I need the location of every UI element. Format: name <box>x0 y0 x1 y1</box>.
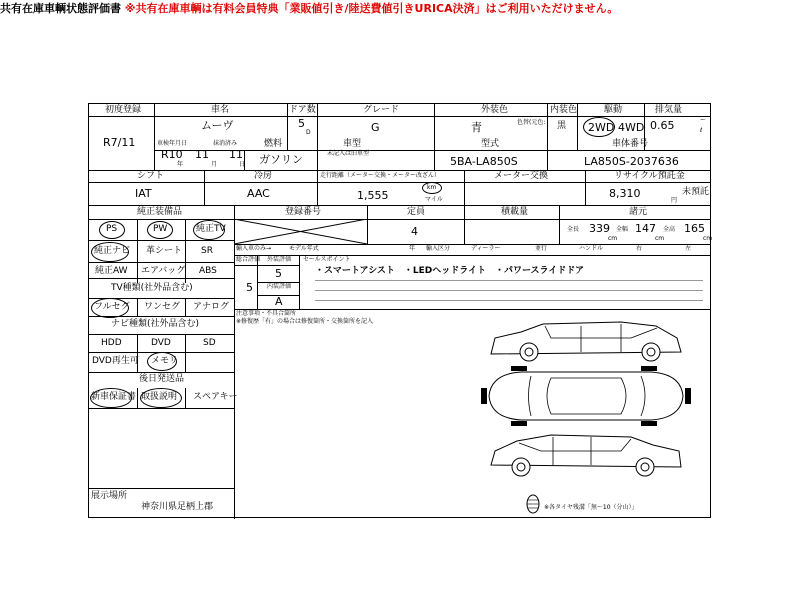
car-top-icon <box>481 366 691 426</box>
registration-cross-mark <box>234 219 367 244</box>
width-value: 147 <box>635 222 656 235</box>
navi-hdd: HDD <box>101 338 122 348</box>
equip-ps-circle <box>99 221 125 239</box>
inspection-year-unit: 年 <box>177 161 184 168</box>
equip-sr: SR <box>201 246 213 256</box>
header-later-items: 後日発送品 <box>139 374 185 384</box>
mileage-unit-km: km <box>427 184 437 191</box>
later-manual-circle <box>140 388 182 408</box>
height-value: 165 <box>684 222 705 235</box>
length-unit: cm <box>608 235 618 242</box>
import-category-label: 輸入区分 <box>426 245 451 252</box>
aircon-value: AAC <box>247 187 270 200</box>
header-fuel: 燃料 <box>264 139 283 149</box>
model-value: 5BA-LA850S <box>450 155 518 168</box>
navi-dvd-playback: DVD再生可 <box>92 356 139 366</box>
later-manual: 取扱説明 <box>141 392 178 402</box>
tv-analog: アナログ <box>193 302 230 312</box>
width-label: 全幅 <box>616 226 629 233</box>
equip-navi-circle <box>91 242 129 262</box>
drive-2wd: 2WD <box>588 121 615 134</box>
header-dimensions: 諸元 <box>629 207 648 217</box>
import-dealer: ディーラー <box>471 245 501 252</box>
header-load: 積載量 <box>501 207 529 217</box>
sales-points-text: ・スマートアシスト ・LEDヘッドライト ・パワースライドドア <box>315 266 585 276</box>
tire-icon <box>526 494 540 514</box>
display-place-value: 神奈川県足柄上郡 <box>141 502 214 512</box>
header-inspection-date: 車検年月日 <box>157 140 188 147</box>
height-unit: cm <box>703 235 713 242</box>
car-name-value: ムーヴ <box>201 119 234 132</box>
later-spare-key: スペアキー <box>193 392 238 402</box>
header-removed: 抹消済み <box>213 140 238 147</box>
drive-2wd-circle <box>583 117 615 137</box>
header-aircon: 冷房 <box>254 171 273 181</box>
length-label: 全長 <box>567 226 580 233</box>
displacement-value: 0.65 <box>650 119 675 132</box>
int-eval-value: A <box>275 295 283 308</box>
equip-ps: PS <box>106 224 118 234</box>
recycle-unit: 円 <box>671 197 678 204</box>
header-navi-type: ナビ種類(社外品含む) <box>111 319 200 329</box>
equip-airbag: エアバッグ <box>141 266 186 276</box>
header-car-name: 車名 <box>211 105 230 115</box>
handle-right: 右 <box>636 245 643 252</box>
evaluation-sheet <box>88 103 711 518</box>
header-displacement: 排気量 <box>655 105 683 115</box>
header-ext-color: 外装色 <box>481 105 509 115</box>
first-registration-value: R7/11 <box>103 136 136 149</box>
ext-eval-value: 5 <box>275 267 282 280</box>
car-side-left-icon <box>481 429 691 479</box>
car-type-note: 未記入は旧車型 <box>327 150 370 157</box>
total-eval-value: 5 <box>246 281 253 294</box>
equip-abs: ABS <box>199 266 217 276</box>
header-recycle: リサイクル預託金 <box>614 171 685 181</box>
header-sales-points: セールスポイント <box>303 256 351 263</box>
header-drive: 駆動 <box>604 105 623 115</box>
document-title <box>0 0 800 16</box>
equip-genuine-tv: 純正TV <box>196 224 226 234</box>
mileage-value: 1,555 <box>357 189 389 202</box>
ext-color-value: 青 <box>471 121 482 134</box>
doors-unit: D <box>306 129 311 136</box>
int-color-value: 黒 <box>557 121 567 131</box>
equip-leather: 革シート <box>146 246 183 256</box>
header-doors: ドア数 <box>289 105 316 115</box>
header-chassis: 車体番号 <box>612 139 649 149</box>
later-warranty: 新車保証書 <box>91 392 137 402</box>
header-tv-type: TV種類(社外品含む) <box>111 283 193 293</box>
width-unit: cm <box>655 235 665 242</box>
handle-label: ハンドル <box>579 245 604 252</box>
displacement-unit-top: ー <box>700 117 707 124</box>
mileage-unit-mile: マイル <box>425 196 443 203</box>
header-reg-number: 登録番号 <box>285 207 322 217</box>
later-warranty-circle <box>90 388 132 408</box>
header-shift: シフト <box>137 171 165 181</box>
header-model: 型式 <box>481 139 500 149</box>
header-car-type: 車型 <box>343 139 362 149</box>
car-side-icon <box>481 316 691 364</box>
shift-value: IAT <box>135 187 152 200</box>
color-change-note: 色替(元色: <box>517 119 546 126</box>
tv-fullseg: フルセグ <box>94 302 130 312</box>
import-only-label: 輸入車のみ→ <box>236 245 272 252</box>
navi-memory-circle <box>147 352 177 371</box>
model-year-label: モデル年式 <box>289 245 319 252</box>
title-main: 共有在庫車輌状態評価書 <box>0 2 121 15</box>
length-value: 339 <box>589 222 610 235</box>
header-meter-change: メーター交換 <box>494 171 549 181</box>
inspection-month: 11 <box>195 148 209 161</box>
header-ext-eval: 外装評価 <box>267 256 292 263</box>
header-int-eval: 内装評価 <box>267 283 292 290</box>
header-grade: グレード <box>363 105 400 115</box>
header-display-place: 展示場所 <box>91 491 128 501</box>
inspection-day: 11 <box>229 148 243 161</box>
fuel-value: ガソリン <box>259 153 303 166</box>
equip-tv-circle <box>193 220 225 240</box>
header-capacity: 定員 <box>407 207 426 217</box>
equip-pw-circle <box>147 221 173 239</box>
tv-fullseg-circle <box>91 298 129 318</box>
height-label: 全高 <box>663 226 676 233</box>
inspection-era: R10 <box>161 148 183 161</box>
import-parallel: 並行 <box>535 245 548 252</box>
header-first-registration: 初度登録 <box>105 105 142 115</box>
mileage-km-circle <box>422 182 442 194</box>
equip-genuine-navi: 純正ナビ <box>94 246 131 256</box>
header-mileage: 走行距離（メーター交換・メーター改ざん） <box>320 172 441 179</box>
inspection-month-unit: 月 <box>211 161 218 168</box>
notes-subtext: ※修復歴「有」の場合は修復箇所・交換箇所を記入 <box>236 318 374 325</box>
tv-oneseg: ワンセグ <box>144 302 181 312</box>
header-notes: 注意事項・不具合箇所 <box>236 310 297 317</box>
equip-pw: PW <box>153 224 168 234</box>
grade-value: G <box>371 121 380 134</box>
recycle-value: 8,310 <box>609 187 641 200</box>
navi-dvd: DVD <box>151 338 171 348</box>
model-year-unit: 年 <box>409 245 416 252</box>
capacity-value: 4 <box>411 225 418 238</box>
title-notice: ※共有在庫車輌は有料会員特典「業販値引き/陸送費値引きURICA決済」はご利用いただけません。 <box>124 2 619 15</box>
handle-left: 左 <box>685 245 692 252</box>
header-equipment: 純正装備品 <box>137 207 183 217</box>
recycle-status: 未預託 <box>682 187 710 197</box>
equip-genuine-aw: 純正AW <box>95 266 128 276</box>
inspection-day-unit: 日 <box>239 161 246 168</box>
chassis-value: LA850S-2037636 <box>584 155 679 168</box>
drive-4wd: 4WD <box>618 121 645 134</box>
header-int-color: 内装色 <box>550 105 578 115</box>
displacement-unit-bottom: ℓ <box>700 127 703 134</box>
header-total-eval: 総合評価 <box>236 256 261 263</box>
tire-tread-note: ※各タイヤ残溝「無～10（分山）」 <box>544 504 638 511</box>
navi-sd: SD <box>203 338 216 348</box>
navi-memory: メモリ <box>151 356 179 366</box>
doors-value: 5 <box>298 117 305 130</box>
